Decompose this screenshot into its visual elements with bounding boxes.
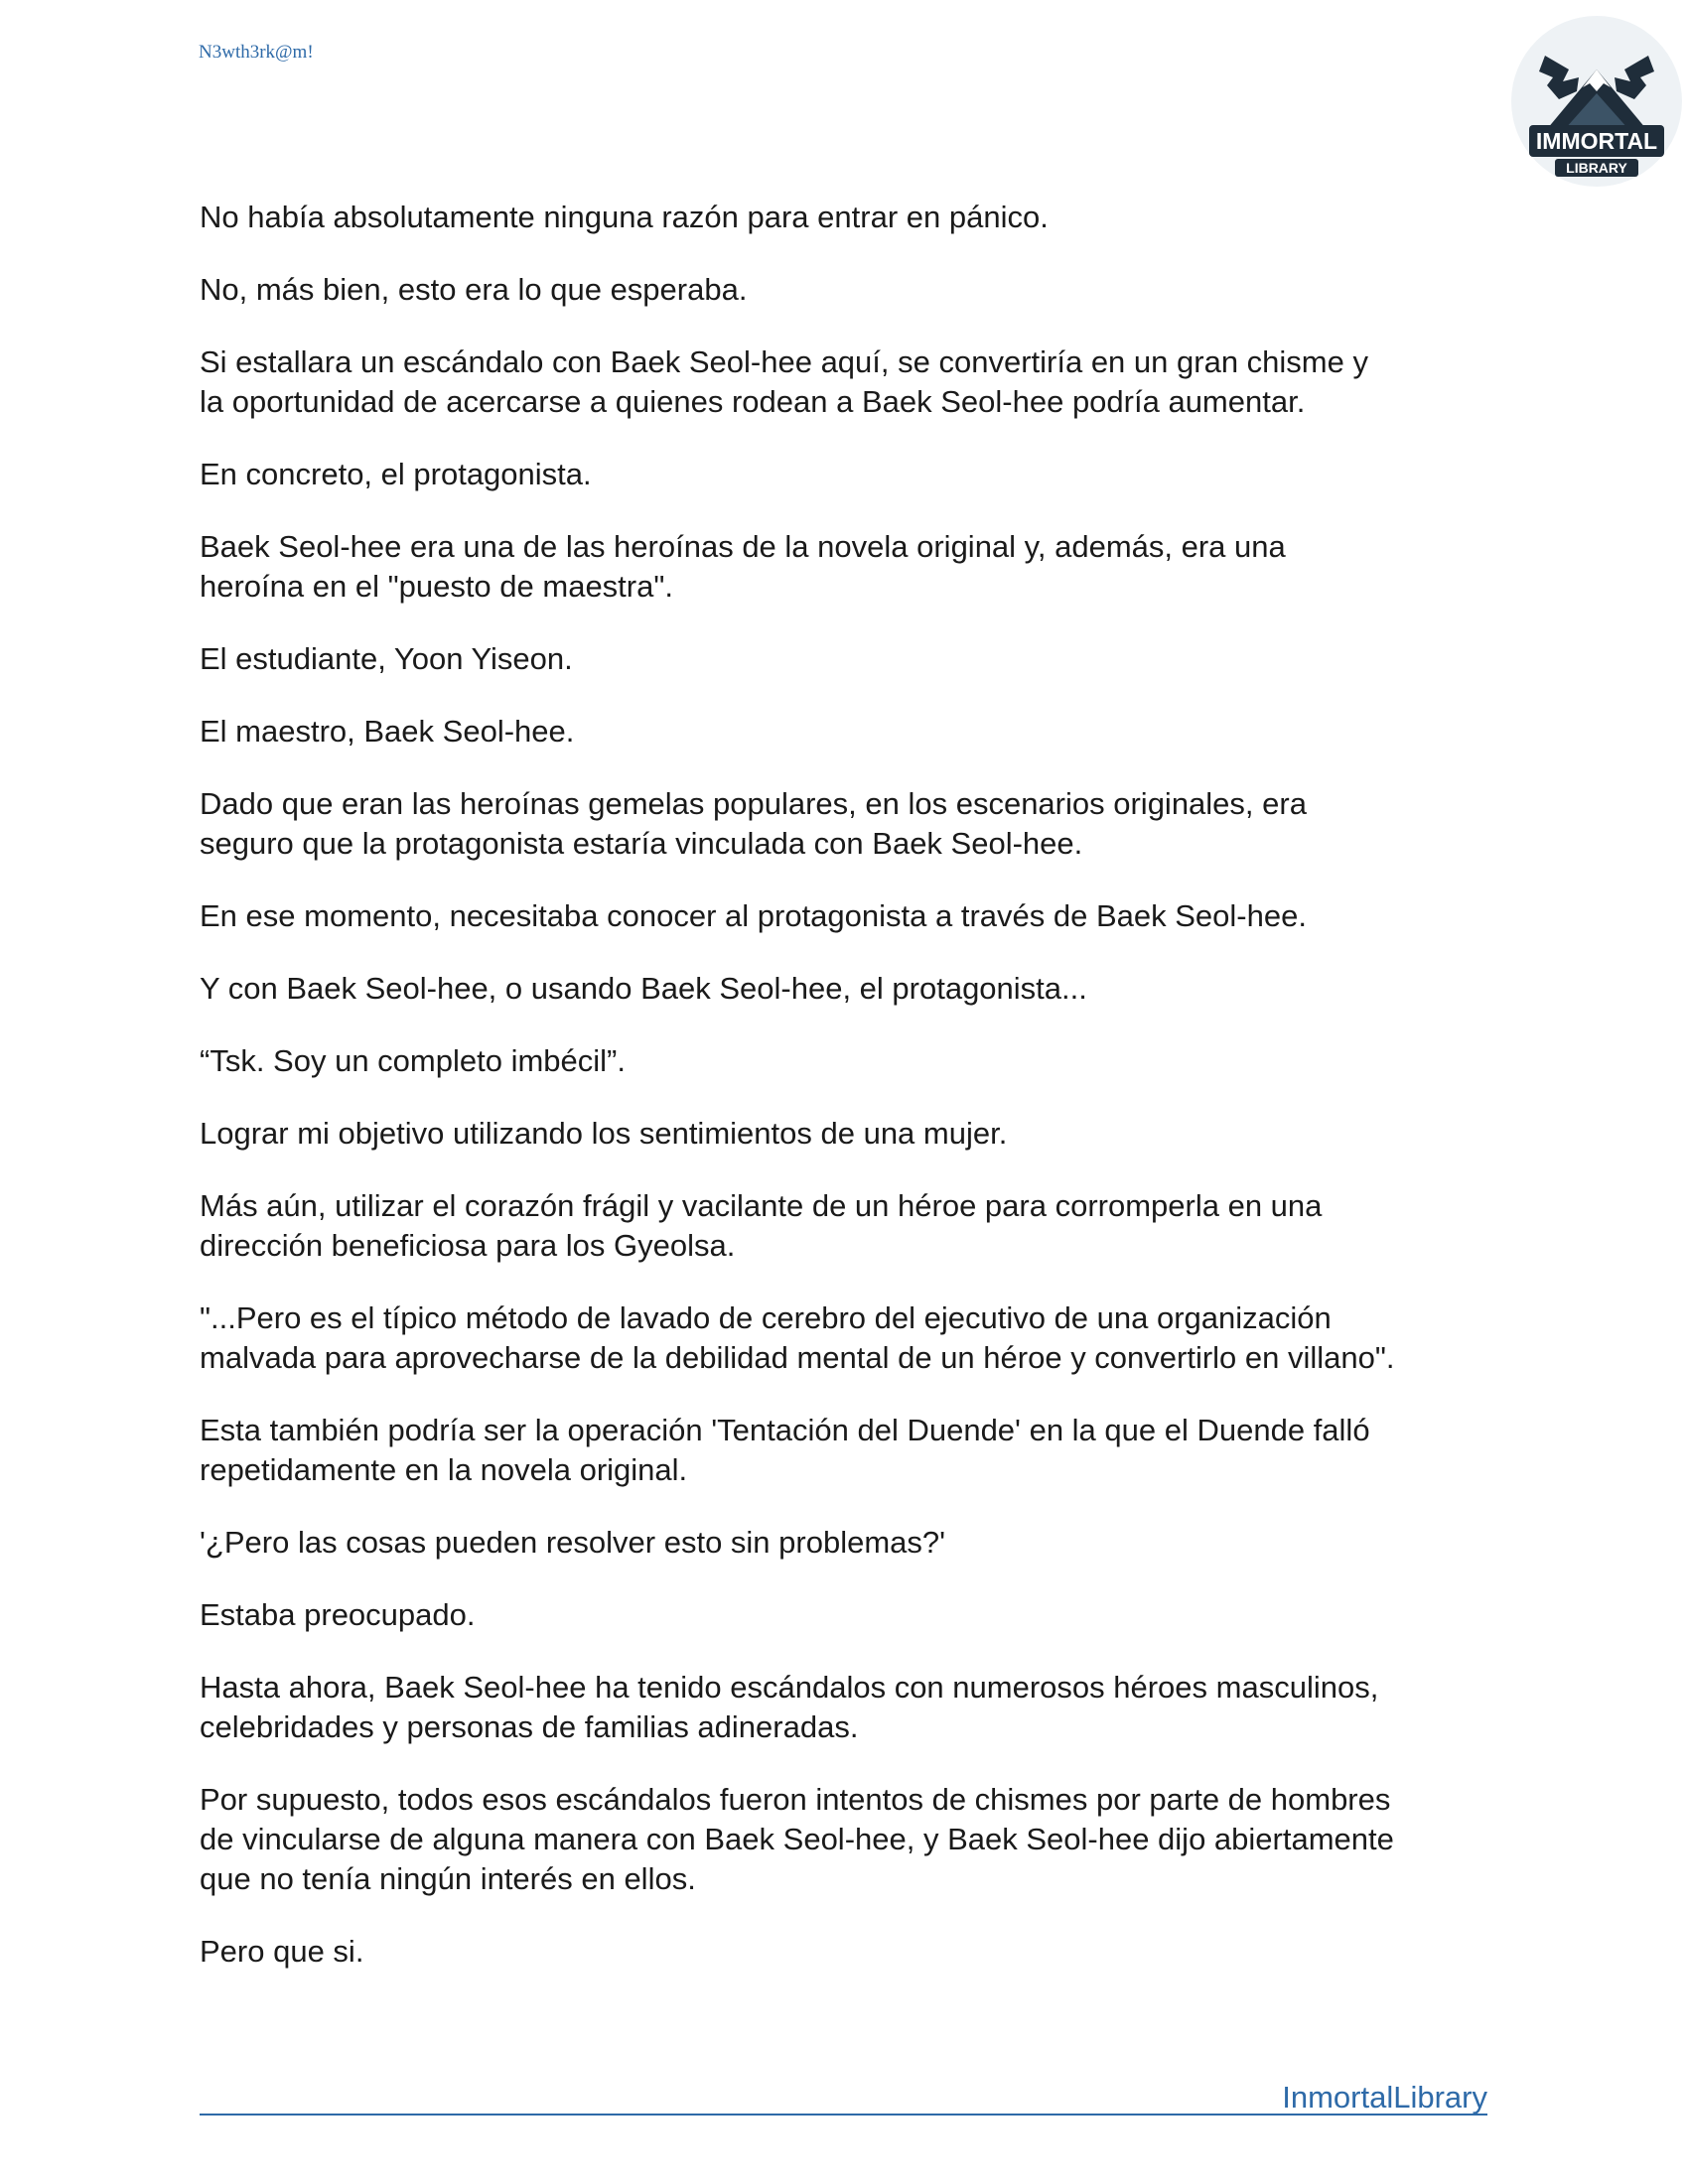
paragraph-line: “Tsk. Soy un completo imbécil”. bbox=[200, 1043, 626, 1078]
paragraph-line: En ese momento, necesitaba conocer al protagonista a través de Baek Seol-hee. bbox=[200, 898, 1307, 933]
paragraph bbox=[200, 1668, 1500, 1747]
logo-line1: IMMORTAL bbox=[1535, 128, 1658, 154]
paragraph bbox=[200, 1186, 1500, 1266]
paragraph bbox=[200, 1595, 1500, 1635]
footer-link[interactable]: InmortalLibrary bbox=[1282, 2080, 1487, 2115]
paragraph bbox=[200, 712, 1500, 751]
body-text bbox=[200, 198, 1500, 2004]
paragraph bbox=[200, 1114, 1500, 1154]
paragraph bbox=[200, 198, 1500, 237]
paragraph-line: repetidamente en la novela original. bbox=[200, 1452, 688, 1487]
paragraph-line: Esta también podría ser la operación 'Tentación del Duende' en la que el Duende falló bbox=[200, 1413, 1370, 1447]
paragraph-line: Y con Baek Seol-hee, o usando Baek Seol-hee, el protagonista... bbox=[200, 971, 1087, 1006]
paragraph-line: que no tenía ningún interés en ellos. bbox=[200, 1861, 696, 1896]
paragraph bbox=[200, 270, 1500, 310]
paragraph-line: Pero que si. bbox=[200, 1934, 364, 1969]
paragraph bbox=[200, 1932, 1500, 1972]
paragraph-line: heroína en el "puesto de maestra". bbox=[200, 569, 673, 604]
paragraph bbox=[200, 896, 1500, 936]
paragraph bbox=[200, 455, 1500, 494]
paragraph-line: la oportunidad de acercarse a quienes rodean a Baek Seol-hee podría aumentar. bbox=[200, 384, 1306, 419]
paragraph-line: Baek Seol-hee era una de las heroínas de la novela original y, además, era una bbox=[200, 529, 1286, 564]
paragraph-line: Por supuesto, todos esos escándalos fueron intentos de chismes por parte de hombres bbox=[200, 1782, 1391, 1817]
paragraph-line: celebridades y personas de familias adineradas. bbox=[200, 1709, 859, 1744]
paragraph bbox=[200, 1411, 1500, 1490]
paragraph-line: Lograr mi objetivo utilizando los sentimientos de una mujer. bbox=[200, 1116, 1008, 1151]
paragraph-line: "...Pero es el típico método de lavado de cerebro del ejecutivo de una organización bbox=[200, 1300, 1332, 1335]
paragraph-line: Si estallara un escándalo con Baek Seol-hee aquí, se convertiría en un gran chisme y bbox=[200, 344, 1368, 379]
paragraph-line: Dado que eran las heroínas gemelas populares, en los escenarios originales, era bbox=[200, 786, 1307, 821]
paragraph bbox=[200, 639, 1500, 679]
paragraph-line: seguro que la protagonista estaría vinculada con Baek Seol-hee. bbox=[200, 826, 1083, 861]
paragraph-line: El estudiante, Yoon Yiseon. bbox=[200, 641, 573, 676]
paragraph bbox=[200, 1780, 1500, 1899]
immortal-library-logo bbox=[1507, 12, 1686, 191]
paragraph-line: dirección beneficiosa para los Gyeolsa. bbox=[200, 1228, 736, 1263]
paragraph-line: El maestro, Baek Seol-hee. bbox=[200, 714, 575, 749]
paragraph bbox=[200, 527, 1500, 607]
paragraph-line: '¿Pero las cosas pueden resolver esto sin problemas?' bbox=[200, 1525, 946, 1560]
paragraph bbox=[200, 784, 1500, 864]
paragraph-line: Estaba preocupado. bbox=[200, 1597, 476, 1632]
paragraph-line: malvada para aprovecharse de la debilidad mental de un héroe y convertirlo en villano". bbox=[200, 1340, 1395, 1375]
paragraph-line: Hasta ahora, Baek Seol-hee ha tenido escándalos con numerosos héroes masculinos, bbox=[200, 1670, 1379, 1705]
paragraph bbox=[200, 969, 1500, 1009]
paragraph bbox=[200, 1041, 1500, 1081]
logo-line2: LIBRARY bbox=[1566, 160, 1627, 176]
paragraph-line: No había absolutamente ninguna razón para entrar en pánico. bbox=[200, 200, 1049, 234]
header-tag: N3wth3rk@m! bbox=[199, 42, 314, 63]
paragraph bbox=[200, 1298, 1500, 1378]
paragraph-line: Más aún, utilizar el corazón frágil y vacilante de un héroe para corromperla en una bbox=[200, 1188, 1323, 1223]
paragraph bbox=[200, 342, 1500, 422]
paragraph-line: de vincularse de alguna manera con Baek Seol-hee, y Baek Seol-hee dijo abiertamente bbox=[200, 1822, 1394, 1856]
paragraph-line: En concreto, el protagonista. bbox=[200, 457, 592, 491]
paragraph-line: No, más bien, esto era lo que esperaba. bbox=[200, 272, 748, 307]
paragraph bbox=[200, 1523, 1500, 1563]
